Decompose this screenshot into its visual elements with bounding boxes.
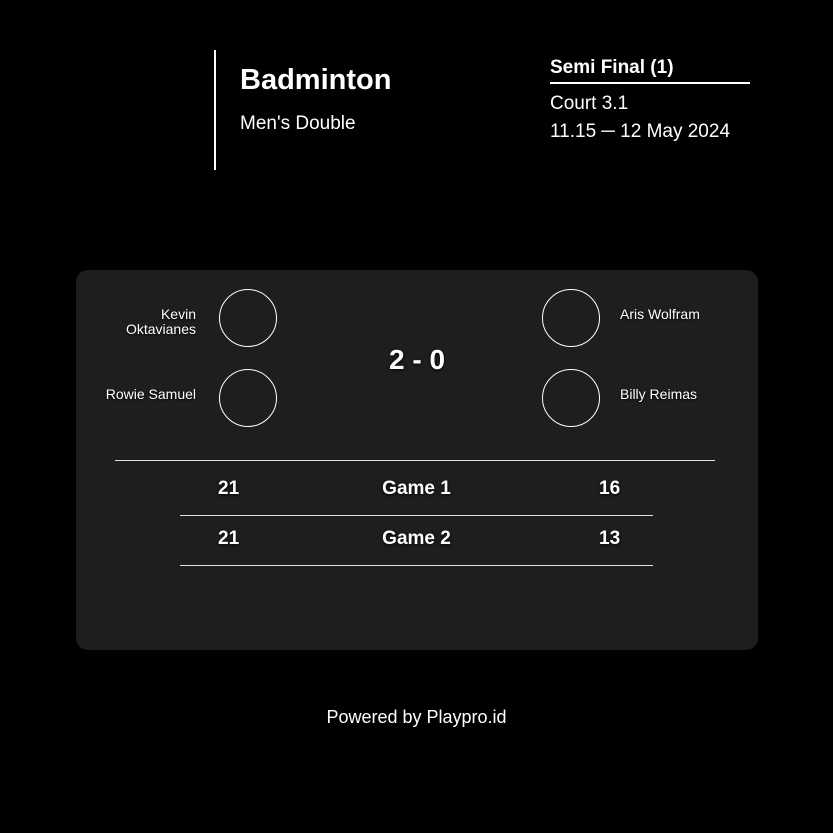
round-label: Semi Final (1) [550,56,750,84]
header-divider [214,50,216,170]
game-1-label: Game 1 [382,478,451,499]
team-left-player-1-avatar [219,289,277,347]
game-2-right-score: 13 [599,528,621,549]
team-right-player-2-name: Billy Reimas [620,386,698,402]
game-2-left-score: 21 [218,528,240,549]
game-1-right-score: 16 [599,478,621,499]
team-left-player-1-label: Kevin Oktavianes [125,306,196,337]
court-label: Court 3.1 [550,93,629,114]
score-divider [115,460,715,461]
team-right-player-2-avatar [542,369,600,427]
match-datetime: 11.15 ─ 12 May 2024 [550,121,731,142]
sport-title: Badminton [240,64,392,96]
scoreboard-card [76,270,758,650]
match-score: 2 - 0 [388,344,446,375]
team-left-player-2-name: Rowie Samuel [105,386,196,402]
team-right-player-1-avatar [542,289,600,347]
match-category: Men's Double [240,113,356,134]
game-2-label: Game 2 [382,528,451,549]
game-row [180,466,653,516]
game-row [180,516,653,566]
team-right-player-1-name: Aris Wolfram [620,306,700,322]
team-left-player-1-name [46,307,196,337]
powered-by-footer: Powered by Playpro.id [326,707,507,727]
game-1-left-score: 21 [218,478,240,499]
